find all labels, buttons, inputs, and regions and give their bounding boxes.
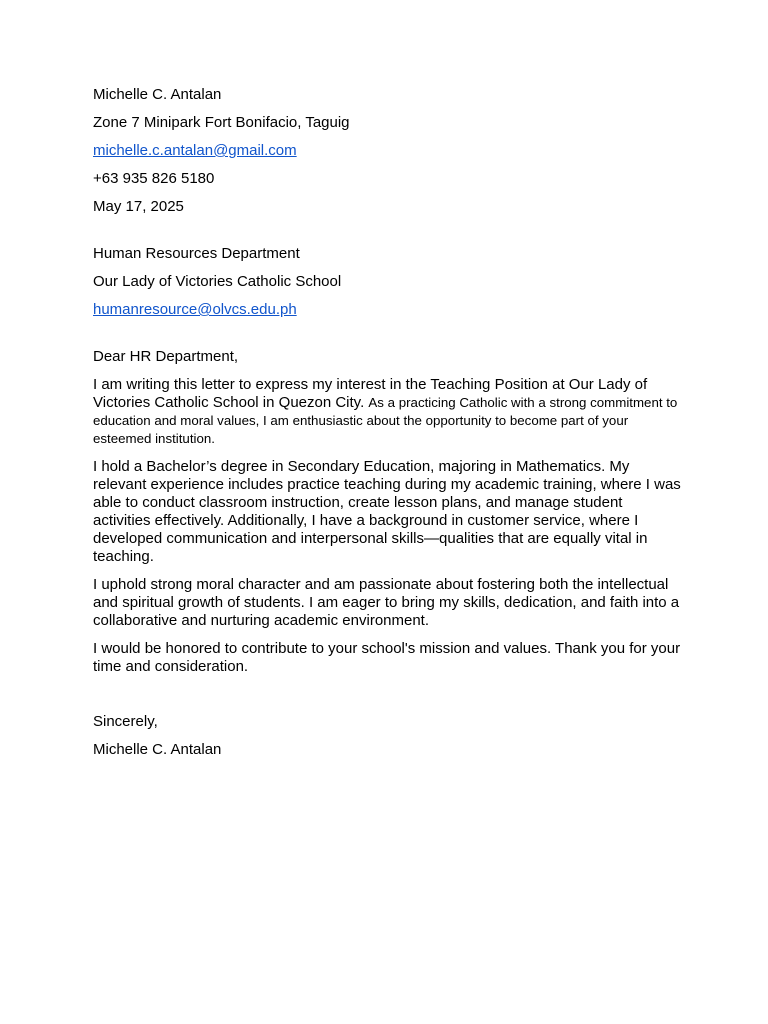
body-paragraph-2: I hold a Bachelor’s degree in Secondary Education, majoring in Mathematics. My relevant experience includes practice teaching during my academic training, where I was able to conduct classroom instruction, create lesson plans, and manage student activities effectively. Additionally, I have a background in customer service, where I developed communication and interpersonal skills—qualities that are equally vital in teaching. bbox=[93, 458, 681, 565]
recipient-department: Human Resources Department bbox=[93, 245, 300, 262]
recipient-block bbox=[93, 245, 683, 319]
letter-date: May 17, 2025 bbox=[93, 198, 184, 215]
sender-block bbox=[93, 86, 683, 216]
signature-name: Michelle C. Antalan bbox=[93, 741, 222, 758]
sender-email-link[interactable]: michelle.c.antalan@gmail.com bbox=[93, 142, 297, 159]
recipient-email-link[interactable]: humanresource@olvcs.edu.ph bbox=[93, 301, 297, 318]
body-paragraph-1 bbox=[93, 376, 683, 448]
sender-phone: +63 935 826 5180 bbox=[93, 170, 215, 187]
recipient-school: Our Lady of Victories Catholic School bbox=[93, 273, 342, 290]
body-paragraph-4: I would be honored to contribute to your school's mission and values. Thank you for your time and consideration. bbox=[93, 640, 681, 675]
body-paragraph-1-small: As a practicing Catholic with a strong commitment to education and moral values, I am enthusiastic about the opportunity to become part of your esteemed institution. bbox=[93, 395, 678, 446]
body-paragraph-3: I uphold strong moral character and am passionate about fostering both the intellectual and spiritual growth of students. I am eager to bring my skills, dedication, and faith into a collaborative and nurturing academic environment. bbox=[93, 576, 680, 629]
spacer bbox=[93, 686, 683, 713]
body-paragraph-1-main: I am writing this letter to express my interest in the Teaching Position at Our Lady of Victories Catholic School in Quezon City. bbox=[93, 376, 648, 411]
salutation: Dear HR Department, bbox=[93, 348, 239, 365]
sender-name: Michelle C. Antalan bbox=[93, 86, 222, 103]
sender-address: Zone 7 Minipark Fort Bonifacio, Taguig bbox=[93, 114, 350, 131]
spacer bbox=[93, 329, 683, 348]
closing-block bbox=[93, 713, 683, 759]
cover-letter bbox=[93, 86, 683, 769]
valediction: Sincerely, bbox=[93, 713, 158, 730]
spacer bbox=[93, 226, 683, 245]
